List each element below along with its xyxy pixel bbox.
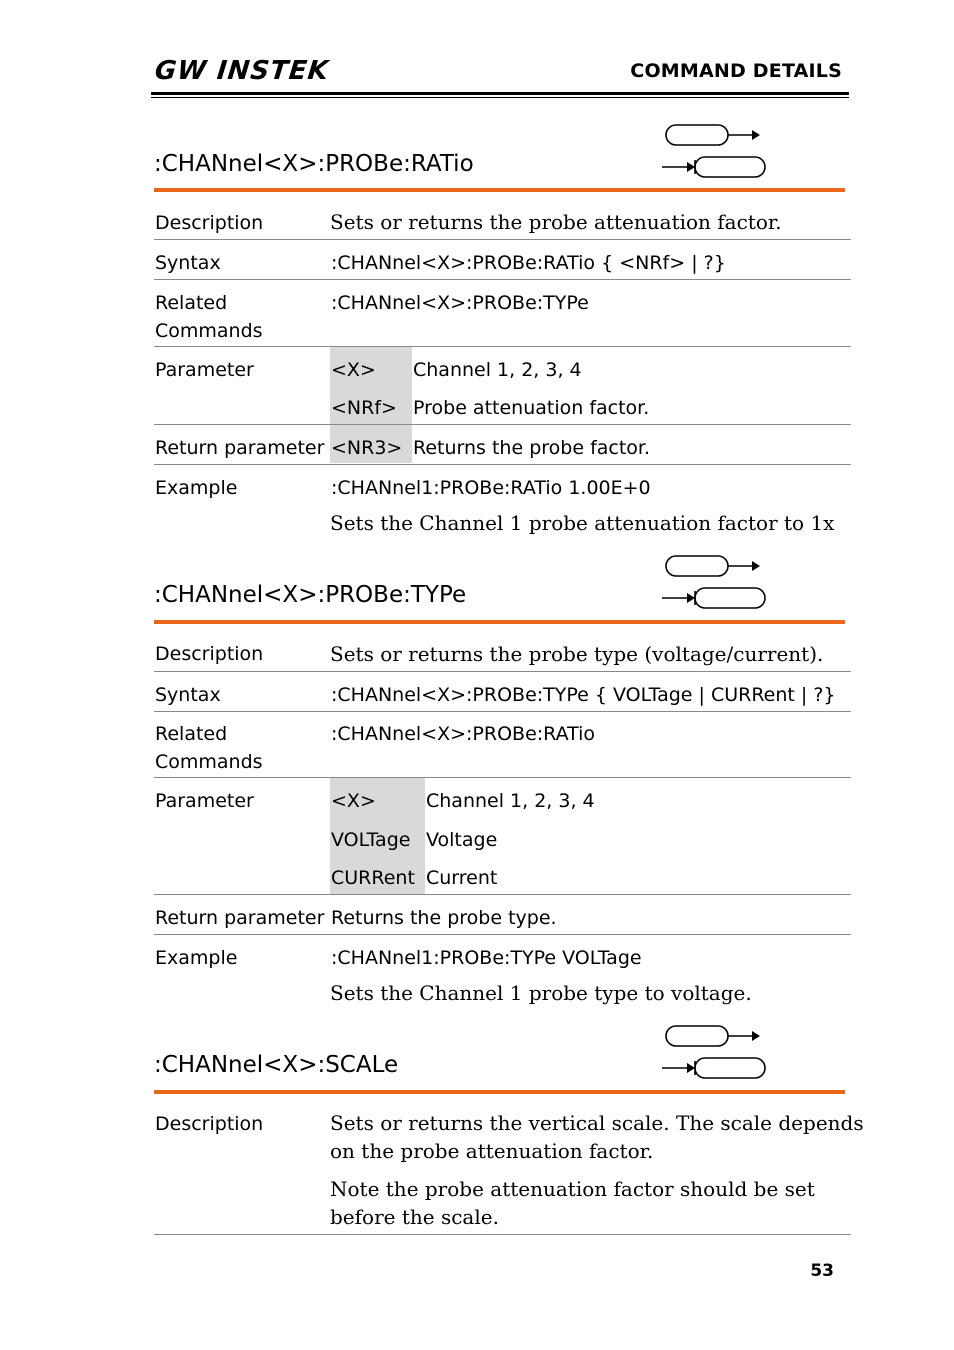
section-title-probe-type: :CHANnel<X>:PROBe:TYPe xyxy=(154,582,467,608)
set-command-icon xyxy=(666,556,760,576)
param-name: <NRf> xyxy=(331,397,397,419)
label-syntax: Syntax xyxy=(155,684,221,706)
description-note: Note the probe attenuation factor should be set xyxy=(330,1177,815,1201)
label-related: Related xyxy=(155,292,228,314)
divider xyxy=(154,711,851,712)
label-return-parameter: Return parameter xyxy=(155,907,325,929)
description-text: on the probe attenuation factor. xyxy=(330,1139,654,1163)
divider xyxy=(154,777,851,778)
section-accent-rule xyxy=(154,188,845,192)
section-accent-rule xyxy=(154,620,845,624)
header-section-title: COMMAND DETAILS xyxy=(630,60,842,82)
param-desc: Channel 1, 2, 3, 4 xyxy=(426,790,595,812)
param-desc: Channel 1, 2, 3, 4 xyxy=(413,359,582,381)
header-rule xyxy=(151,92,849,98)
divider xyxy=(154,346,851,347)
divider xyxy=(154,671,851,672)
section-title-probe-ratio: :CHANnel<X>:PROBe:RATio xyxy=(154,151,474,177)
return-desc: Returns the probe factor. xyxy=(413,437,651,459)
example-command: :CHANnel1:PROBe:RATio 1.00E+0 xyxy=(331,477,651,499)
return-name: <NR3> xyxy=(331,437,403,459)
param-name: CURRent xyxy=(331,867,415,889)
description-note: before the scale. xyxy=(330,1205,499,1229)
divider xyxy=(154,239,851,240)
param-name: <X> xyxy=(331,790,376,812)
divider xyxy=(154,424,851,425)
description-text: Sets or returns the probe attenuation factor. xyxy=(330,210,782,234)
brand-logo: GW INSTEK xyxy=(153,56,331,86)
divider xyxy=(154,464,851,465)
label-parameter: Parameter xyxy=(155,790,254,812)
set-query-command-icon xyxy=(660,551,770,611)
divider xyxy=(154,934,851,935)
related-command: :CHANnel<X>:PROBe:RATio xyxy=(331,723,596,745)
set-command-icon xyxy=(666,1026,760,1046)
divider xyxy=(154,1234,851,1235)
query-command-icon xyxy=(662,1058,765,1078)
section-title-scale: :CHANnel<X>:SCALe xyxy=(154,1052,399,1078)
divider xyxy=(154,279,851,280)
section-accent-rule xyxy=(154,1090,845,1094)
set-command-icon xyxy=(666,125,760,145)
label-example: Example xyxy=(155,947,238,969)
param-name: VOLTage xyxy=(331,829,411,851)
param-name: <X> xyxy=(331,359,376,381)
description-text: Sets or returns the probe type (voltage/current). xyxy=(330,642,824,666)
set-query-command-icon xyxy=(660,1021,770,1081)
example-command: :CHANnel1:PROBe:TYPe VOLTage xyxy=(331,947,642,969)
description-text: Sets or returns the vertical scale. The scale depends xyxy=(330,1111,864,1135)
return-desc: Returns the probe type. xyxy=(331,907,557,929)
param-desc: Voltage xyxy=(426,829,498,851)
related-command: :CHANnel<X>:PROBe:TYPe xyxy=(331,292,589,314)
label-commands: Commands xyxy=(155,751,263,773)
label-commands: Commands xyxy=(155,320,263,342)
label-related: Related xyxy=(155,723,228,745)
set-query-command-icon xyxy=(660,120,770,180)
example-description: Sets the Channel 1 probe attenuation factor to 1x xyxy=(330,511,835,535)
label-example: Example xyxy=(155,477,238,499)
syntax-text: :CHANnel<X>:PROBe:RATio { <NRf> | ?} xyxy=(331,252,726,274)
query-command-icon xyxy=(662,157,765,177)
label-description: Description xyxy=(155,643,264,665)
label-syntax: Syntax xyxy=(155,252,221,274)
query-command-icon xyxy=(662,588,765,608)
page-number: 53 xyxy=(810,1261,834,1281)
label-return-parameter: Return parameter xyxy=(155,437,325,459)
syntax-text: :CHANnel<X>:PROBe:TYPe { VOLTage | CURRent | ?} xyxy=(331,684,836,706)
label-parameter: Parameter xyxy=(155,359,254,381)
example-description: Sets the Channel 1 probe type to voltage. xyxy=(330,981,752,1005)
label-description: Description xyxy=(155,1113,264,1135)
divider xyxy=(154,894,851,895)
label-description: Description xyxy=(155,212,264,234)
param-desc: Current xyxy=(426,867,498,889)
param-desc: Probe attenuation factor. xyxy=(413,397,650,419)
